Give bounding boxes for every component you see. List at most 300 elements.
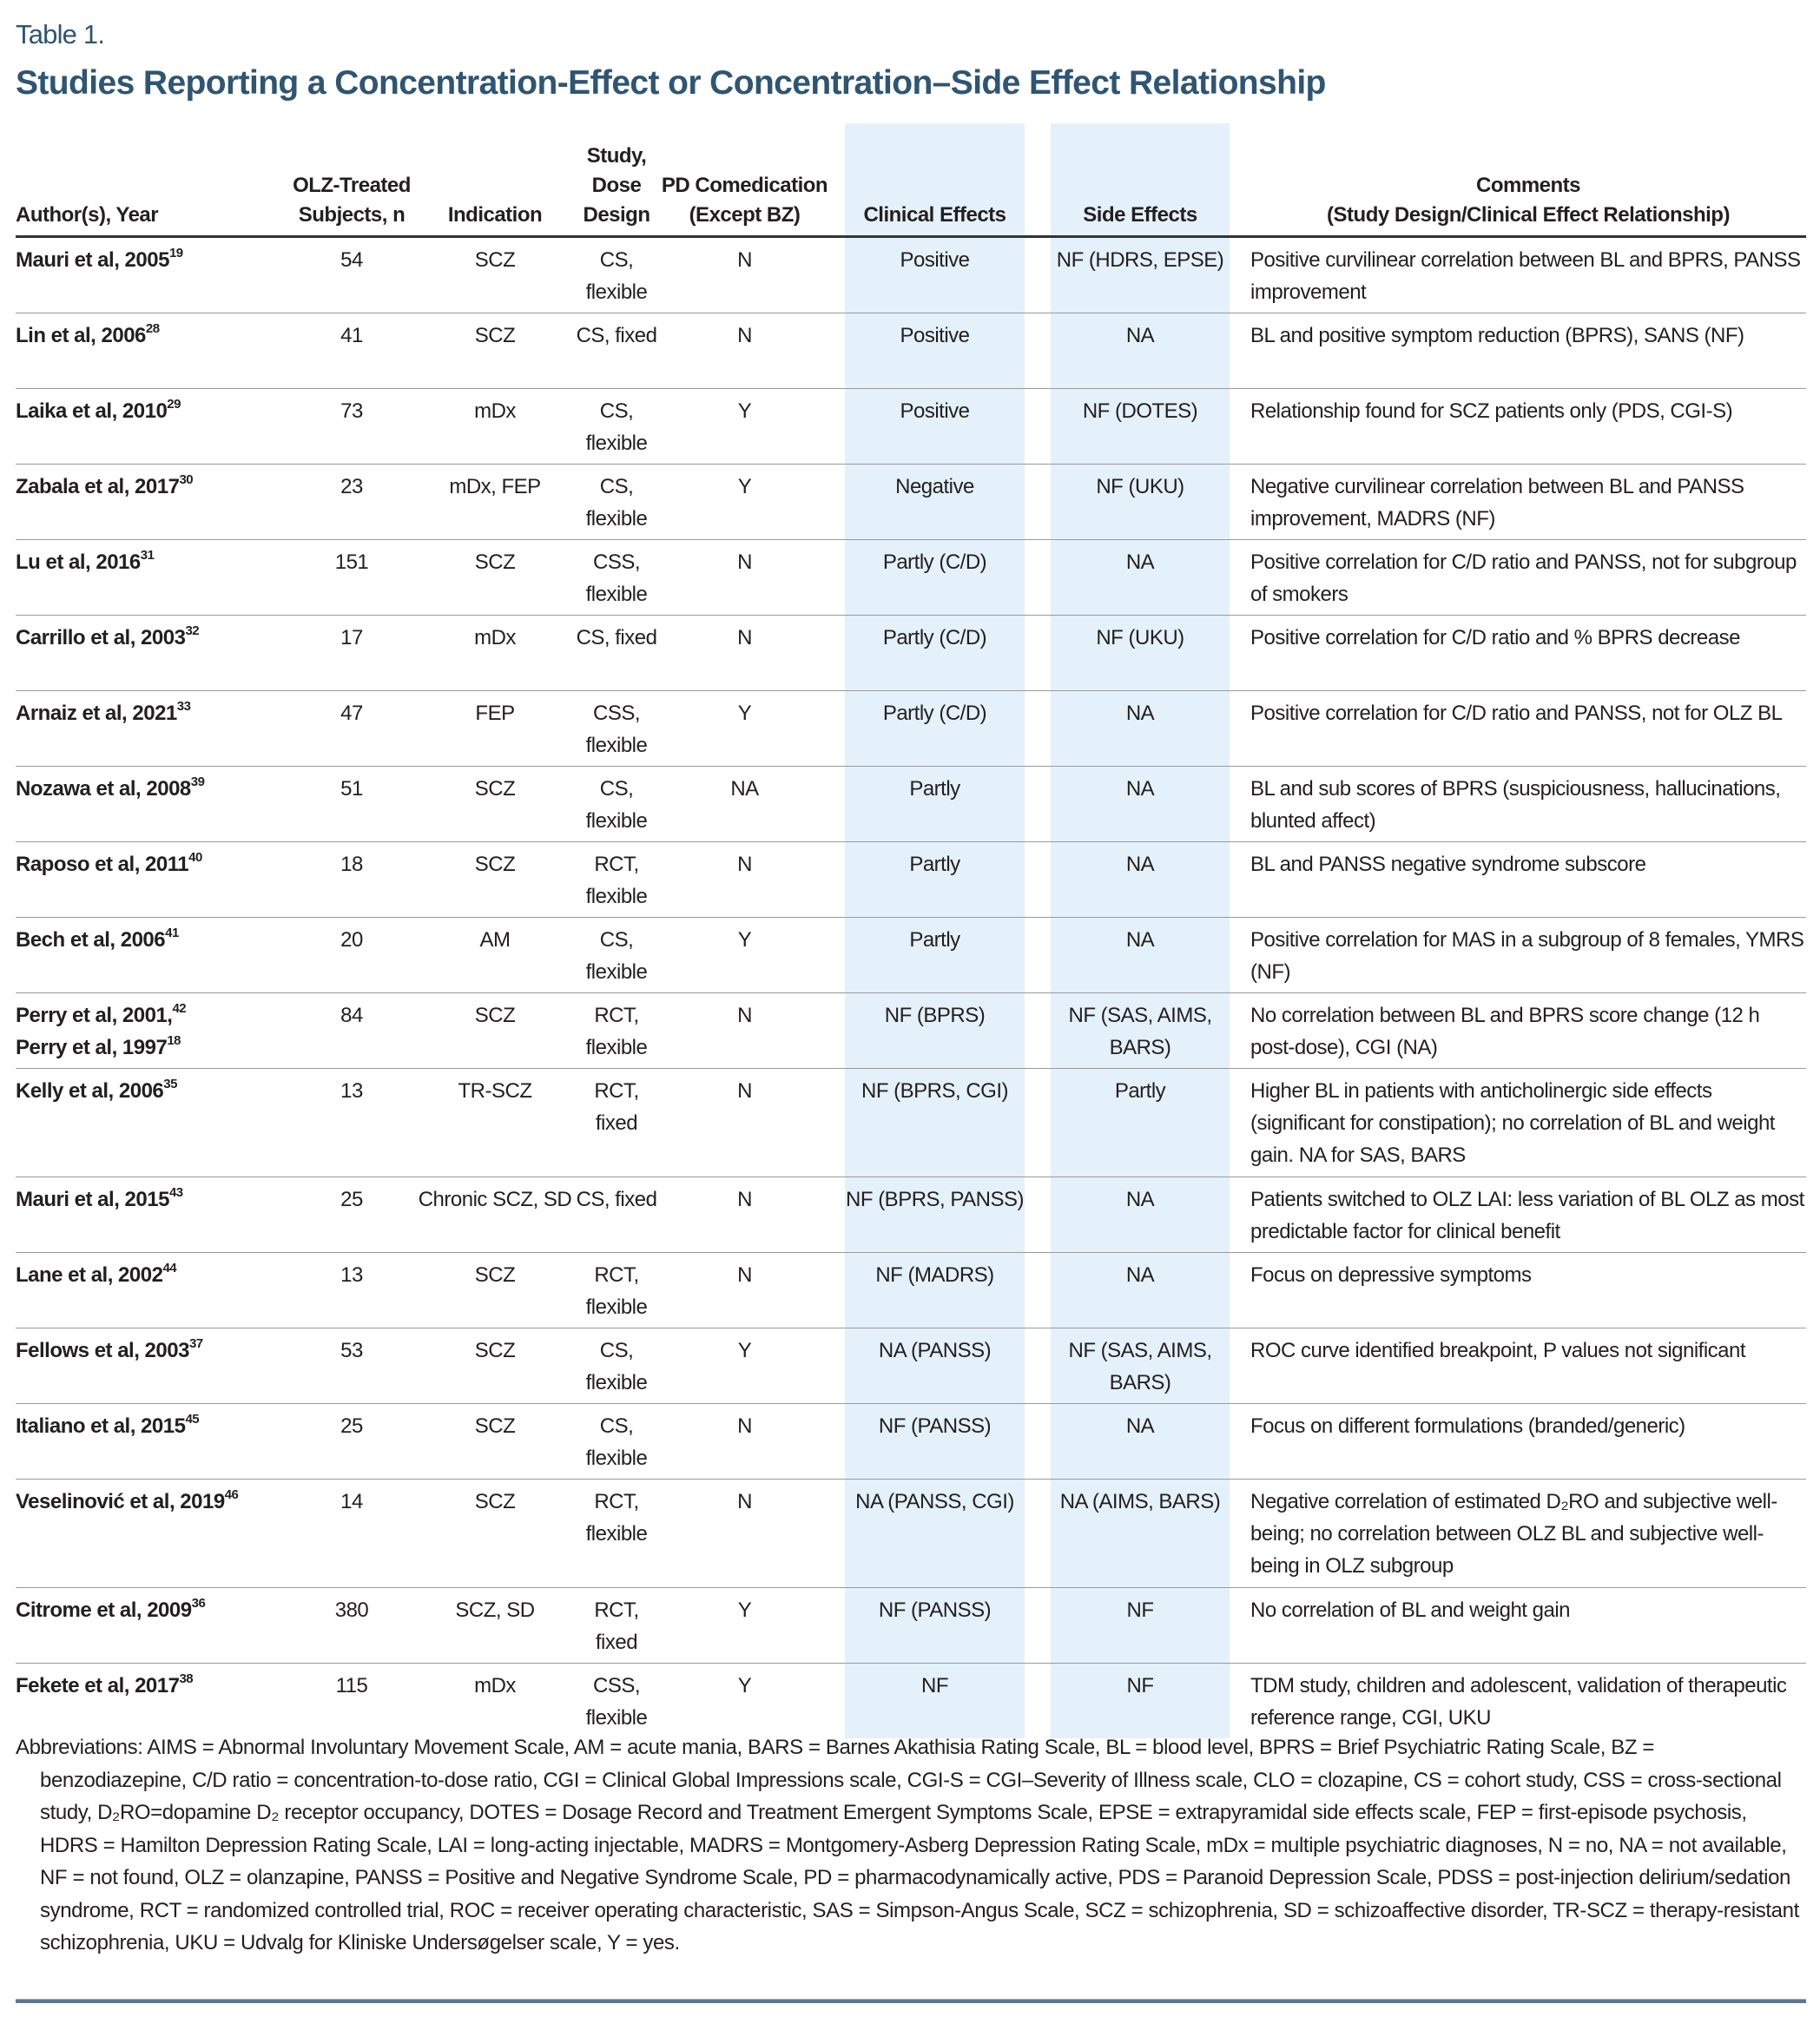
spacer [1230,237,1250,313]
reference-number: 36 [191,1596,206,1611]
table-row [16,842,1806,918]
author-cell [16,237,287,313]
author [16,999,287,1032]
design-cell: CS, fixed [573,1177,660,1253]
author-name: Veselinović et al, 2019 [16,1490,225,1513]
side-effects-cell: NA [1051,1404,1230,1480]
side-effects-cell: Partly [1051,1069,1230,1177]
indication-cell: mDx, FEP [417,465,573,540]
side-effects-cell: NF (DOTES) [1051,389,1230,465]
pd-cell: N [660,540,829,616]
author [16,1183,287,1216]
clinical-effects-cell: NF (PANSS) [845,1404,1025,1480]
subjects-cell: 47 [287,691,417,767]
comments-cell: Positive correlation for C/D ratio and % BPRS decrease [1250,616,1806,691]
author [16,1335,287,1367]
author [16,1259,287,1291]
reference-number: 41 [165,926,179,940]
indication-cell: TR-SCZ [417,1069,573,1177]
side-effects-cell: NF (UKU) [1051,616,1230,691]
design-cell: CS, flexible [573,918,660,993]
design-cell: CS, flexible [573,1404,660,1480]
author [16,773,287,805]
comments-cell: Positive correlation for C/D ratio and PANSS, not for OLZ BL [1250,691,1806,767]
side-effects-cell: NF (UKU) [1051,465,1230,540]
pd-cell: N [660,1404,829,1480]
side-effects-cell: NA [1051,767,1230,842]
clinical-effects-cell: NA (PANSS, CGI) [845,1480,1025,1588]
author-name: Citrome et al, 2009 [16,1598,192,1622]
clinical-effects-cell: Partly (C/D) [845,691,1025,767]
pd-cell: Y [660,918,829,993]
spacer [1025,1588,1051,1664]
author [16,471,287,503]
spacer [829,1328,845,1404]
indication-cell: SCZ [417,313,573,389]
subjects-cell: 13 [287,1253,417,1328]
author-name: Bech et al, 2006 [16,928,166,952]
author-cell [16,313,287,389]
author-name: Zabala et al, 2017 [16,475,180,498]
subjects-cell: 14 [287,1480,417,1588]
header-pd: PD Comedication (Except BZ) [660,123,829,237]
reference-number: 40 [188,850,202,865]
pd-cell: N [660,993,829,1069]
header-design: Study, Dose Design [573,123,660,237]
spacer [829,1664,845,1739]
reference-number: 38 [179,1671,194,1686]
bottom-rule [16,1999,1806,2003]
design-cell: CS, flexible [573,237,660,313]
design-cell: RCT, flexible [573,1480,660,1588]
spacer [1025,1069,1051,1177]
spacer [1230,1253,1250,1328]
author-name: Perry et al, 2001, [16,1004,173,1027]
spacer [829,123,845,237]
indication-cell: SCZ [417,1328,573,1404]
table-row [16,237,1806,313]
table-row [16,1069,1806,1177]
author-name: Mauri et al, 2015 [16,1188,169,1211]
comments-cell: Patients switched to OLZ LAI: less variation of BL OLZ as most predictable factor for clinical benefit [1250,1177,1806,1253]
spacer [1230,918,1250,993]
spacer [1230,540,1250,616]
design-cell: CS, flexible [573,1328,660,1404]
table-row [16,691,1806,767]
clinical-effects-cell: NF (BPRS, PANSS) [845,1177,1025,1253]
indication-cell: SCZ [417,842,573,918]
spacer [1230,123,1250,237]
subjects-cell: 73 [287,389,417,465]
spacer [829,1253,845,1328]
pd-cell: N [660,1253,829,1328]
pd-cell: Y [660,691,829,767]
spacer [1025,616,1051,691]
spacer [1230,1404,1250,1480]
reference-number: 39 [190,775,205,789]
reference-number: 35 [163,1077,177,1091]
reference-number: 18 [167,1033,181,1048]
indication-cell: SCZ [417,237,573,313]
author-name: Raposo et al, 2011 [16,853,189,876]
author [16,697,287,729]
spacer [1025,1404,1051,1480]
spacer [829,767,845,842]
design-cell: CS, flexible [573,465,660,540]
author-cell [16,1480,287,1588]
author-cell [16,1588,287,1664]
comments-cell: BL and sub scores of BPRS (suspiciousness, hallucinations, blunted affect) [1250,767,1806,842]
spacer [1025,1480,1051,1588]
subjects-cell: 151 [287,540,417,616]
table-row [16,1480,1806,1588]
clinical-effects-cell: NF (PANSS) [845,1588,1025,1664]
comments-cell: BL and positive symptom reduction (BPRS), SANS (NF) [1250,313,1806,389]
comments-cell: Focus on depressive symptoms [1250,1253,1806,1328]
spacer [1025,691,1051,767]
reference-number: 30 [179,472,194,487]
reference-number: 43 [168,1185,183,1200]
side-effects-cell: NA (AIMS, BARS) [1051,1480,1230,1588]
spacer [1230,313,1250,389]
author-name: Kelly et al, 2006 [16,1079,164,1103]
side-effects-cell: NF [1051,1664,1230,1739]
spacer [829,993,845,1069]
table-row [16,1588,1806,1664]
author [16,1075,287,1107]
spacer [1230,616,1250,691]
indication-cell: AM [417,918,573,993]
spacer [1230,1664,1250,1739]
author-name: Carrillo et al, 2003 [16,626,186,649]
author-cell [16,918,287,993]
author-cell [16,540,287,616]
author-cell [16,616,287,691]
header-side: Side Effects [1051,123,1230,237]
pd-cell: NA [660,767,829,842]
author [16,546,287,578]
design-cell: CS, flexible [573,767,660,842]
side-effects-cell: NF (HDRS, EPSE) [1051,237,1230,313]
spacer [829,918,845,993]
subjects-cell: 25 [287,1404,417,1480]
author-cell [16,993,287,1069]
subjects-cell: 84 [287,993,417,1069]
subjects-cell: 54 [287,237,417,313]
pd-cell: N [660,1480,829,1588]
author [16,320,287,352]
author-name: Fellows et al, 2003 [16,1339,189,1362]
author [16,1032,287,1064]
author-name: Fekete et al, 2017 [16,1674,180,1697]
table-row [16,918,1806,993]
author-name: Perry et al, 1997 [16,1036,168,1059]
table-row [16,540,1806,616]
author [16,1670,287,1702]
pd-cell: N [660,616,829,691]
reference-number: 33 [176,699,191,714]
indication-cell: SCZ [417,540,573,616]
header-indication: Indication [417,123,573,237]
spacer [829,389,845,465]
side-effects-cell: NA [1051,918,1230,993]
reference-number: 19 [168,246,183,260]
indication-cell: mDx [417,389,573,465]
design-cell: RCT, flexible [573,993,660,1069]
clinical-effects-cell: NF [845,1664,1025,1739]
table-row [16,1328,1806,1404]
clinical-effects-cell: Positive [845,237,1025,313]
spacer [1025,389,1051,465]
spacer [829,1069,845,1177]
pd-cell: Y [737,1674,752,1697]
side-effects-cell: NA [1051,1177,1230,1253]
spacer [829,842,845,918]
header-row [16,123,1806,237]
comments-cell: Focus on different formulations (branded/generic) [1250,1404,1806,1480]
spacer [829,616,845,691]
reference-number: 29 [167,397,181,412]
pd-cell: Y [660,1328,829,1404]
pd-cell: N [660,1177,829,1253]
pd-cell: Y [660,389,829,465]
comments-cell: TDM study, children and adolescent, validation of therapeutic reference range, CGI, UKU [1250,1674,1787,1730]
header-author: Author(s), Year [16,123,287,237]
spacer [1025,1177,1051,1253]
spacer [1230,389,1250,465]
spacer [1025,465,1051,540]
spacer [1025,237,1051,313]
spacer [829,1588,845,1664]
clinical-effects-cell: Partly [845,767,1025,842]
table-row [16,313,1806,389]
spacer [829,1480,845,1588]
clinical-effects-cell: Partly (C/D) [845,540,1025,616]
author-name: Laika et al, 2010 [16,399,168,423]
design-cell: CS, flexible [573,389,660,465]
side-effects-cell: NA [1051,1253,1230,1328]
pd-cell: Y [660,1588,829,1664]
spacer [1025,1664,1051,1739]
reference-number: 28 [145,321,160,336]
indication-cell: mDx [474,1674,516,1697]
design-cell: CS, fixed [573,616,660,691]
table-row [16,1177,1806,1253]
design-cell: CSS, flexible [585,1674,648,1730]
author [16,244,287,276]
table-row [16,1253,1806,1328]
author-name: Mauri et al, 2005 [16,248,169,272]
clinical-effects-cell: NF (BPRS, CGI) [845,1069,1025,1177]
design-cell: CS, fixed [573,313,660,389]
header-comments-subtitle: (Study Design/Clinical Effect Relationship) [1327,203,1730,227]
spacer [1230,1588,1250,1664]
pd-cell: N [660,1069,829,1177]
subjects-cell: 51 [287,767,417,842]
author-cell [16,842,287,918]
subjects-cell: 23 [287,465,417,540]
spacer [1025,767,1051,842]
side-effects-cell: NA [1051,691,1230,767]
pd-cell: Y [660,465,829,540]
author [16,1486,287,1518]
side-effects-cell: NF [1051,1588,1230,1664]
author-name: Lane et al, 2002 [16,1263,163,1287]
author [16,1594,287,1626]
comments-cell: BL and PANSS negative syndrome subscore [1250,842,1806,918]
author-cell [16,691,287,767]
spacer [1025,123,1051,237]
indication-cell: SCZ [417,1404,573,1480]
reference-number: 32 [185,623,200,638]
spacer [1025,313,1051,389]
subjects-cell: 41 [287,313,417,389]
spacer [1230,1480,1250,1588]
author [16,1410,287,1442]
author-cell [16,1328,287,1404]
spacer [1025,1328,1051,1404]
table-row [16,1404,1806,1480]
spacer [1025,993,1051,1069]
spacer [1230,842,1250,918]
author-name: Lu et al, 2016 [16,550,141,574]
reference-number: 46 [224,1487,239,1502]
table-title: Studies Reporting a Concentration-Effect or Concentration–Side Effect Relationship [16,64,1326,102]
reference-number: 42 [172,1001,187,1016]
table-label: Table 1. [16,19,105,49]
author-cell [16,465,287,540]
author [16,924,287,956]
clinical-effects-cell: Negative [845,465,1025,540]
pd-cell: N [660,237,829,313]
clinical-effects-cell: Partly [845,842,1025,918]
subjects-cell: 18 [287,842,417,918]
side-effects-cell: NA [1051,842,1230,918]
author-cell [16,1177,287,1253]
author-cell [16,1664,287,1739]
subjects-cell: 25 [287,1177,417,1253]
comments-cell: Negative correlation of estimated D₂RO and subjective well-being; no correlation between OLZ BL and subjective well-being in OLZ subgroup [1250,1480,1806,1588]
table-row [16,616,1806,691]
comments-cell: Positive curvilinear correlation between BL and BPRS, PANSS improvement [1250,237,1806,313]
indication-cell: SCZ [417,1480,573,1588]
table-row [16,767,1806,842]
author-cell [16,389,287,465]
reference-number: 37 [188,1336,203,1351]
design-cell: CSS, flexible [573,540,660,616]
studies-table [16,123,1806,1738]
clinical-effects-cell: Positive [845,313,1025,389]
comments-cell: Relationship found for SCZ patients only (PDS, CGI-S) [1250,389,1806,465]
subjects-cell: 53 [287,1328,417,1404]
spacer [1230,1328,1250,1404]
comments-cell: Higher BL in patients with anticholinergic side effects (significant for constipation); no correlation of BL and weight gain. NA for SAS, BARS [1250,1069,1806,1177]
spacer [829,237,845,313]
spacer [1230,1177,1250,1253]
spacer [1025,1253,1051,1328]
design-cell: RCT, flexible [573,842,660,918]
author-name: Lin et al, 2006 [16,324,146,347]
spacer [1025,540,1051,616]
design-cell: RCT, flexible [573,1253,660,1328]
indication-cell: SCZ [417,1253,573,1328]
clinical-effects-cell: Partly (C/D) [845,616,1025,691]
spacer [829,313,845,389]
indication-cell: FEP [417,691,573,767]
comments-cell: ROC curve identified breakpoint, P values not significant [1250,1328,1806,1404]
indication-cell: SCZ [417,993,573,1069]
table-row [16,465,1806,540]
spacer [1230,1069,1250,1177]
spacer [1025,842,1051,918]
author-cell [16,767,287,842]
header-clinical: Clinical Effects [845,123,1025,237]
spacer [829,1177,845,1253]
spacer [1230,767,1250,842]
author-name: Arnaiz et al, 2021 [16,702,177,725]
spacer [829,540,845,616]
clinical-effects-cell: NF (MADRS) [845,1253,1025,1328]
spacer [1230,691,1250,767]
reference-number: 31 [140,548,155,563]
design-cell: CSS, flexible [573,691,660,767]
header-comments-title: Comments [1475,174,1581,197]
side-effects-cell: NF (SAS, AIMS, BARS) [1051,993,1230,1069]
subjects-cell: 17 [287,616,417,691]
indication-cell: SCZ [417,767,573,842]
side-effects-cell: NA [1051,540,1230,616]
spacer [829,1404,845,1480]
reference-number: 44 [162,1261,177,1275]
design-cell: RCT, fixed [573,1588,660,1664]
indication-cell: SCZ, SD [417,1588,573,1664]
author [16,395,287,427]
spacer [1025,918,1051,993]
spacer [829,691,845,767]
table-row [16,993,1806,1069]
author-cell [16,1404,287,1480]
author-name: Nozawa et al, 2008 [16,777,191,801]
comments-cell: Positive correlation for MAS in a subgroup of 8 females, YMRS (NF) [1250,918,1806,993]
clinical-effects-cell: Partly [845,918,1025,993]
header-subjects: OLZ-Treated Subjects, n [287,123,417,237]
spacer [1230,465,1250,540]
author [16,848,287,880]
comments-cell: No correlation between BL and BPRS score change (12 h post-dose), CGI (NA) [1250,993,1806,1069]
side-effects-cell: NF (SAS, AIMS, BARS) [1051,1328,1230,1404]
header-comments [1250,123,1806,237]
subjects-cell: 115 [335,1674,368,1697]
author-cell [16,1253,287,1328]
indication-cell: Chronic SCZ, SD [417,1177,573,1253]
comments-cell: Negative curvilinear correlation between BL and PANSS improvement, MADRS (NF) [1250,465,1806,540]
author-name: Italiano et al, 2015 [16,1414,186,1438]
comments-cell: No correlation of BL and weight gain [1250,1588,1806,1664]
side-effects-cell: NA [1051,313,1230,389]
author-cell [16,1069,287,1177]
comments-cell: Positive correlation for C/D ratio and PANSS, not for subgroup of smokers [1250,540,1806,616]
pd-cell: N [660,842,829,918]
design-cell: RCT, fixed [573,1069,660,1177]
clinical-effects-cell: NF (BPRS) [845,993,1025,1069]
table-row [16,389,1806,465]
clinical-effects-cell: Positive [845,389,1025,465]
spacer [1230,993,1250,1069]
author [16,622,287,654]
subjects-cell: 20 [287,918,417,993]
subjects-cell: 380 [287,1588,417,1664]
reference-number: 45 [185,1412,200,1427]
